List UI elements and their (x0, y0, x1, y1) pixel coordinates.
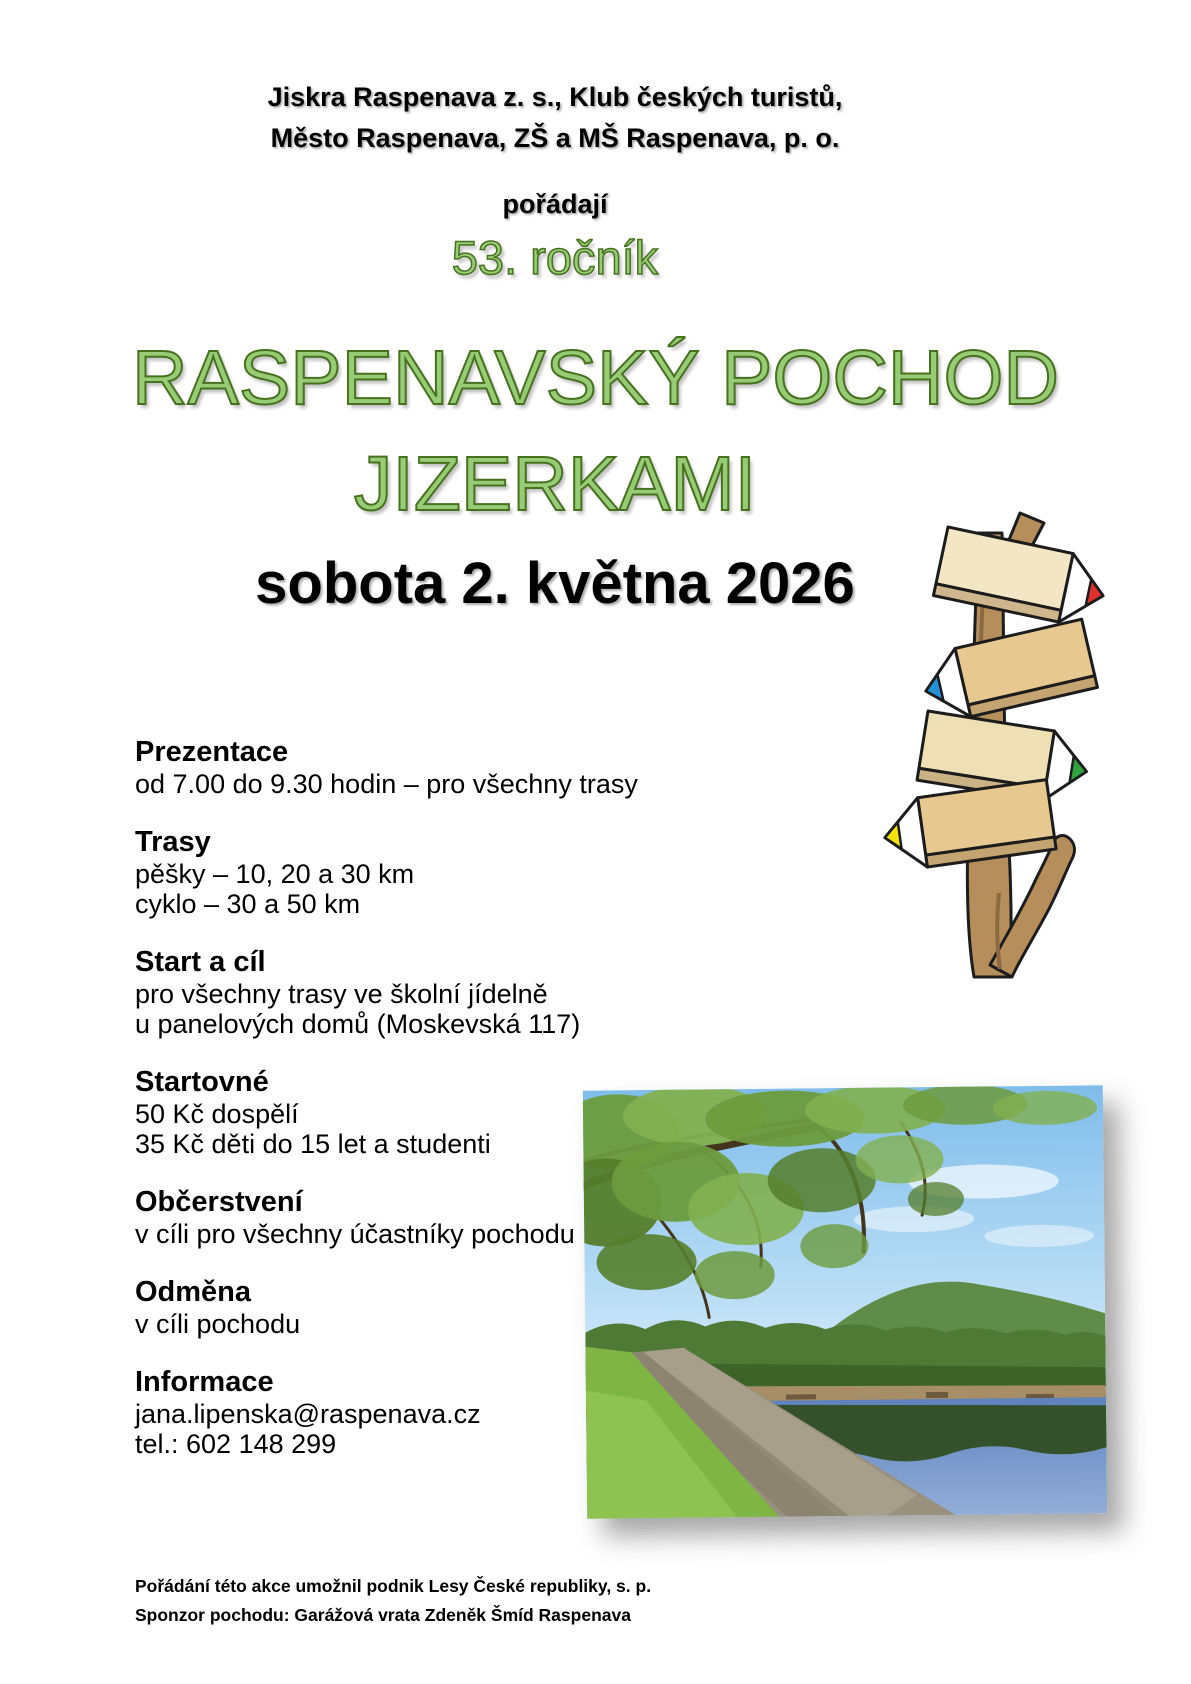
section-line: cyklo – 30 a 50 km (135, 889, 361, 919)
footer-enabler-line: Pořádání této akce umožnil podnik Lesy České republiky, s. p. (135, 1576, 652, 1596)
section-trasy (135, 826, 695, 919)
footer-sponsor-line: Sponzor pochodu: Garážová vrata Zdeněk Šmíd Raspenava (135, 1605, 631, 1625)
pencil-sign-red (933, 527, 1110, 630)
lake-photo (583, 1085, 1107, 1518)
section-heading: Start a cíl (135, 946, 266, 978)
contact-phone: tel.: 602 148 299 (135, 1429, 337, 1459)
section-heading: Trasy (135, 826, 211, 858)
section-start-a-cil (135, 946, 695, 1039)
section-line: v cíli pochodu (135, 1309, 301, 1339)
section-prezentace (135, 736, 695, 799)
event-title-line-1: RASPENAVSKÝ POCHOD (131, 335, 1060, 421)
section-heading: Občerstvení (135, 1186, 303, 1218)
section-line: u panelových domů (Moskevská 117) (135, 1009, 581, 1039)
section-line: 50 Kč dospělí (135, 1099, 299, 1129)
edition-number: 53. ročník (451, 231, 659, 284)
pencil-sign-yellow (880, 780, 1056, 873)
section-line: pěšky – 10, 20 a 30 km (135, 859, 415, 889)
contact-email: jana.lipenska@raspenava.cz (135, 1399, 481, 1429)
section-heading: Odměna (135, 1276, 252, 1308)
section-line: od 7.00 do 9.30 hodin – pro všechny trasy (135, 769, 638, 799)
organizers-line-2: Město Raspenava, ZŠ a MŠ Raspenava, p. o. (270, 123, 840, 153)
footer (135, 1572, 935, 1630)
event-date: sobota 2. května 2026 (255, 551, 855, 616)
organize-verb: pořádají (502, 189, 608, 219)
section-heading: Informace (135, 1366, 274, 1398)
section-line: v cíli pro všechny účastníky pochodu (135, 1219, 575, 1249)
section-line: 35 Kč děti do 15 let a studenti (135, 1129, 491, 1159)
organizers-line-1: Jiskra Raspenava z. s., Klub českých turistů, (267, 82, 843, 112)
event-title-line-2: JIZERKAMI (353, 441, 757, 527)
section-heading: Prezentace (135, 736, 289, 768)
section-line: pro všechny trasy ve školní jídelně (135, 979, 548, 1009)
signpost-illustration (872, 503, 1116, 985)
section-heading: Startovné (135, 1066, 269, 1098)
pencil-sign-blue (918, 619, 1097, 725)
